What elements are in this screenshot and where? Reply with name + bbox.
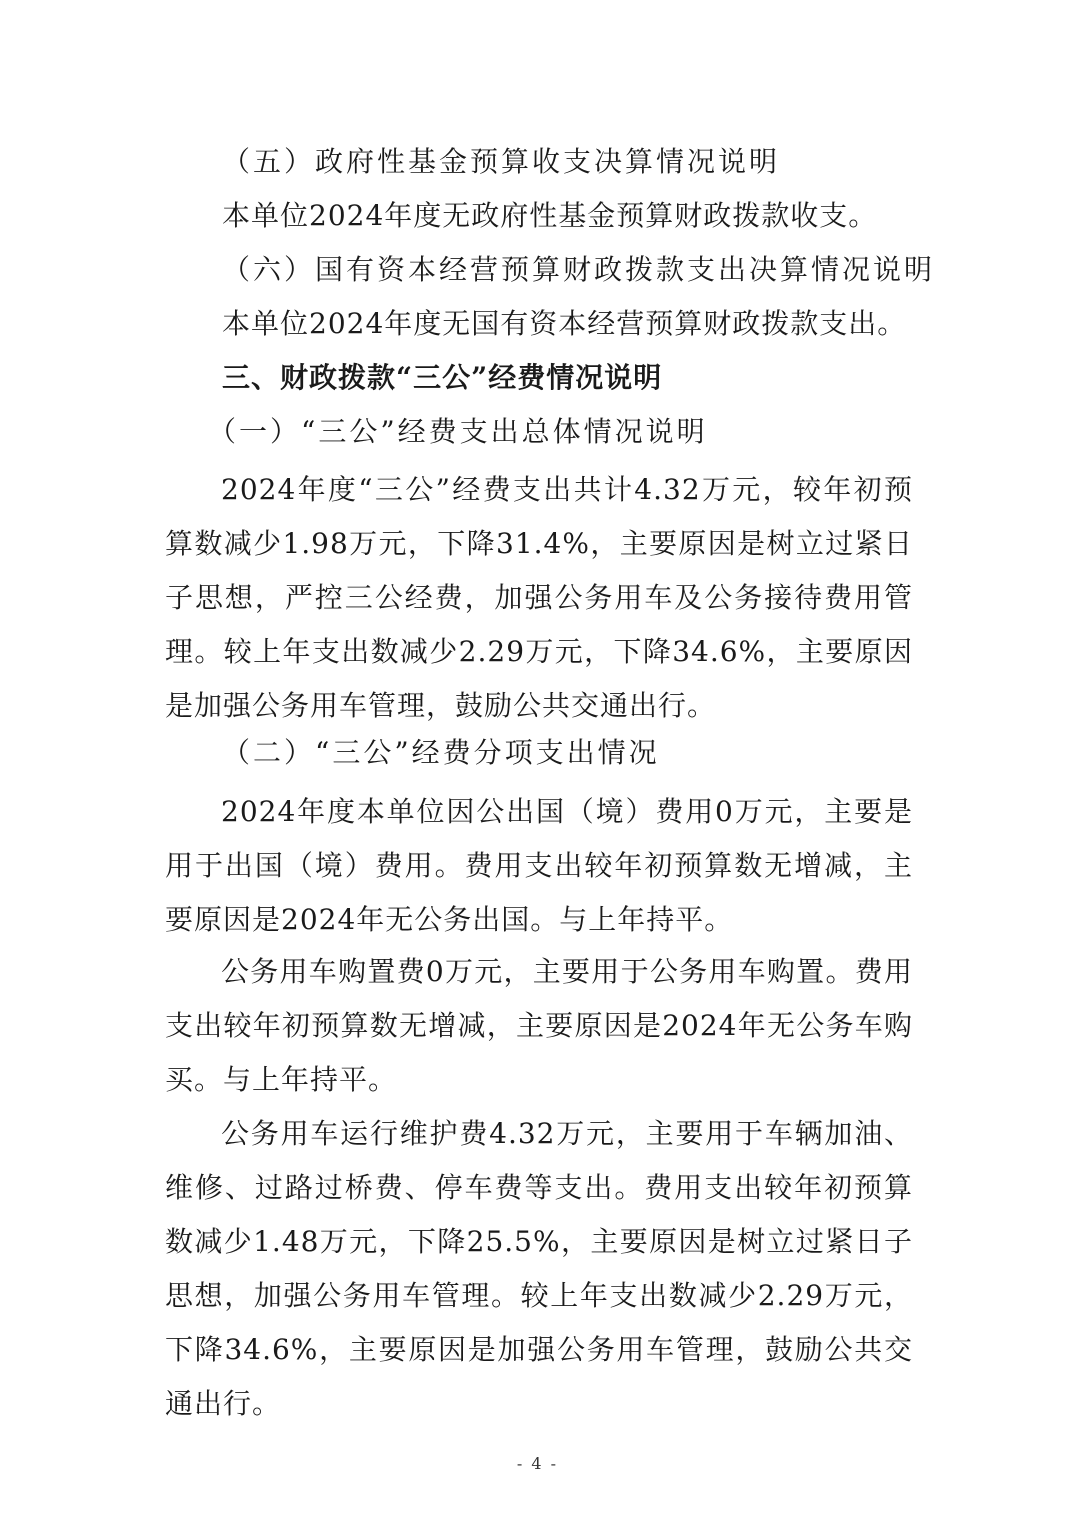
section-title-three-public: 三、财政拨款“三公”经费情况说明: [222, 361, 663, 394]
paragraph-government-fund: 本单位2024年度无政府性基金预算财政拨款收支。: [222, 199, 878, 232]
paragraph-vehicle-maintenance: 公务用车运行维护费4.32万元，主要用于车辆加油、维修、过路过桥费、停车费等支出。费用支出较年初预算数减少1.48万元，下降25.5%，主要原因是树立过紧日子思想，加强公务用车管理。较上年支出数减少2.29万元，下降34.6%，主要原因是加强公务用车管理，鼓励公共交通出行。: [165, 1117, 913, 1420]
heading-state-capital: （六）国有资本经营预算财政拨款支出决算情况说明: [222, 253, 936, 286]
paragraph-overall-expenditure: 2024年度“三公”经费支出共计4.32万元，较年初预算数减少1.98万元，下降31.4%，主要原因是树立过紧日子思想，严控三公经费，加强公务用车及公务接待费用管理。较上年支出数减少2.29万元，下降34.6%，主要原因是加强公务用车管理，鼓励公共交通出行。: [165, 473, 913, 722]
paragraph-overseas-expenses: 2024年度本单位因公出国（境）费用0万元，主要是用于出国（境）费用。费用支出较年初预算数无增减，主要原因是2024年无公务出国。与上年持平。: [165, 795, 913, 936]
paragraph-vehicle-purchase: 公务用车购置费0万元，主要用于公务用车购置。费用支出较年初预算数无增减，主要原因是2024年无公务车购买。与上年持平。: [165, 955, 913, 1096]
heading-overall-expenditure: （一）“三公”经费支出总体情况说明: [208, 415, 708, 448]
heading-government-fund: （五）政府性基金预算收支决算情况说明: [222, 145, 781, 178]
paragraph-state-capital: 本单位2024年度无国有资本经营预算财政拨款支出。: [222, 307, 907, 340]
page-number: - 4 -: [516, 1454, 559, 1473]
heading-itemized-expenditure: （二）“三公”经费分项支出情况: [222, 736, 660, 769]
